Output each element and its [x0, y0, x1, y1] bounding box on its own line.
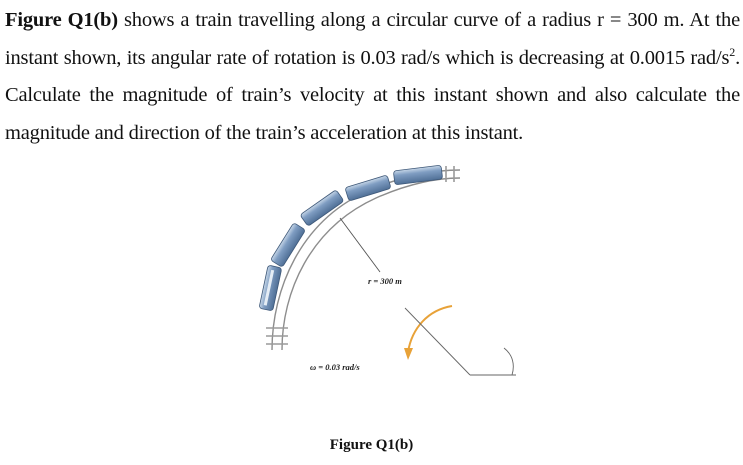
angle-indicator — [405, 308, 516, 375]
problem-line-1: shows a train travelling along a circular curve of a radius r = 300 m. At — [117, 9, 710, 31]
problem-line-3-superscript: 2 — [729, 44, 736, 59]
figure-reference: Figure Q1(b) — [5, 9, 118, 31]
train-diagram-svg — [230, 150, 550, 390]
problem-line-2: the instant shown, its angular rate of rotation is 0.03 rad/s which is decreasing at — [5, 9, 740, 69]
radius-label: r = 300 m — [368, 276, 402, 286]
angular-rate-arrow — [408, 306, 452, 352]
angular-rate-arrowhead — [404, 348, 413, 360]
train-car-4 — [345, 175, 391, 201]
problem-statement — [5, 2, 740, 152]
train — [259, 165, 443, 311]
problem-line-3a: 0.0015 rad/s — [629, 46, 730, 69]
train-car-front — [259, 265, 282, 311]
omega-label: ω = 0.03 rad/s — [310, 362, 360, 372]
train-car-2 — [270, 223, 305, 268]
train-figure — [230, 150, 550, 390]
problem-line-4: also calculate the magnitude and direction of the train’s acceleration at this instant. — [5, 84, 740, 144]
problem-line-3b: . Calculate the magnitude of train’s velocity at this instant shown and — [5, 46, 741, 106]
train-car-5 — [393, 165, 442, 185]
figure-caption: Figure Q1(b) — [329, 437, 414, 453]
radius-line — [340, 218, 380, 272]
